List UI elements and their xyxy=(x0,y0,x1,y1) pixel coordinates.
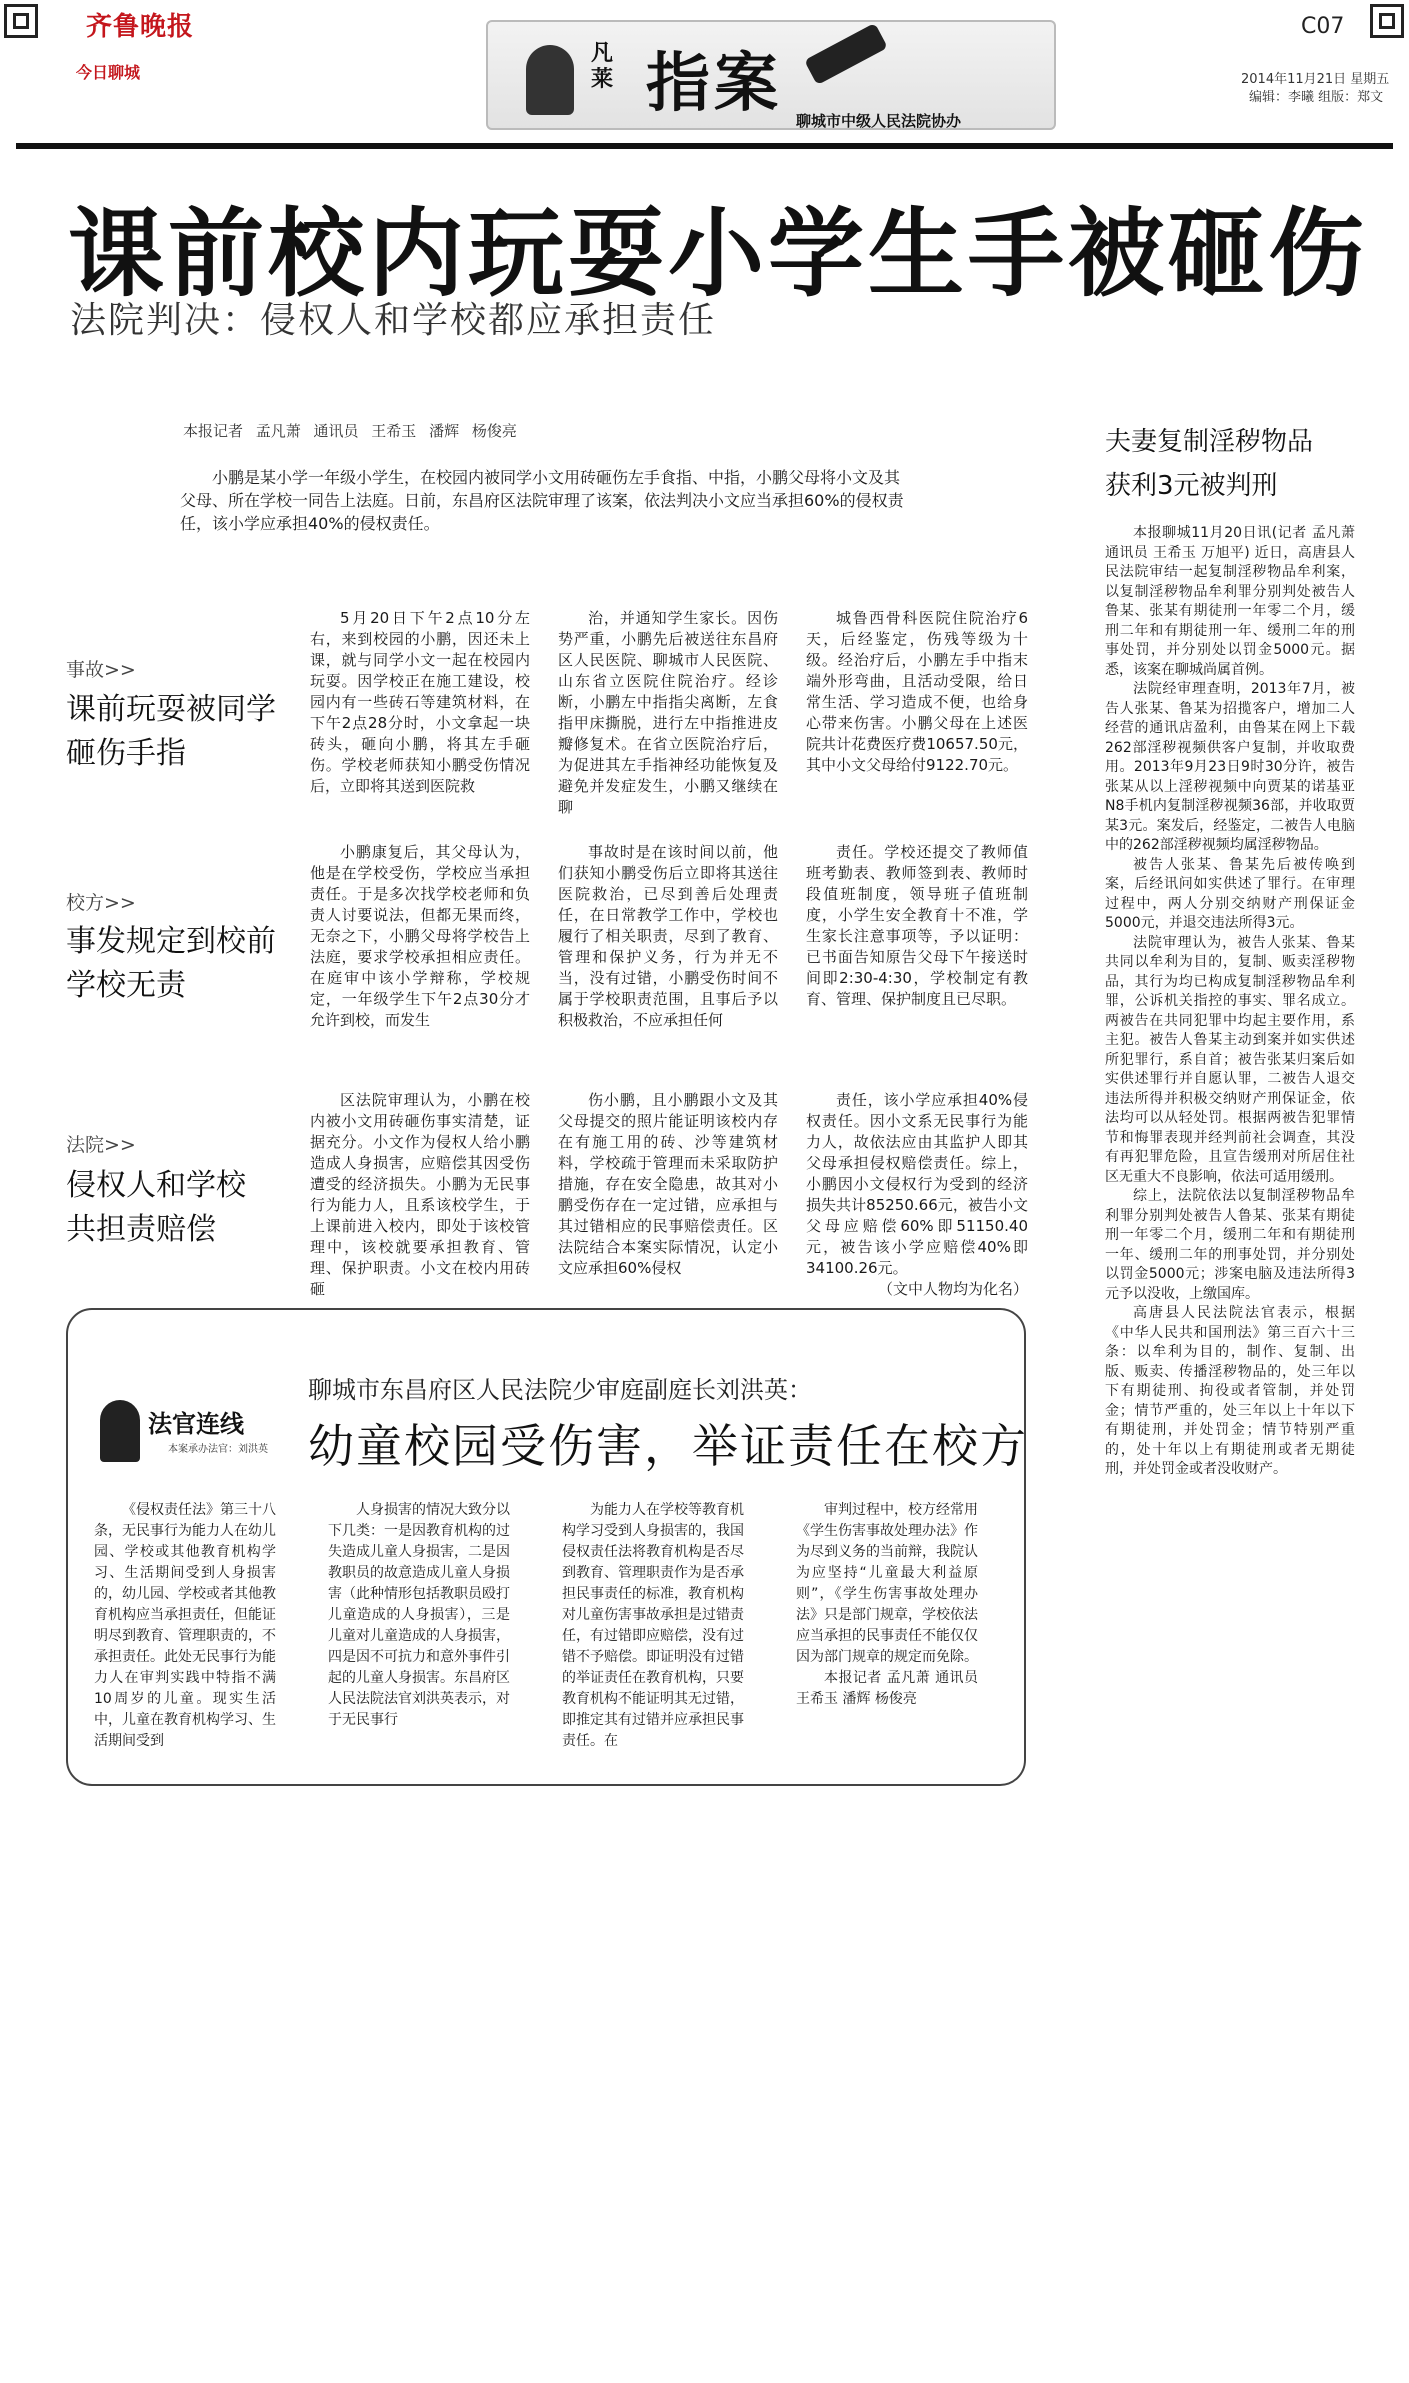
page-title: 课前校内玩耍小学生手被砸伤 xyxy=(68,198,1368,310)
editor-credits: 编辑：李曦 组版：郑文 xyxy=(1249,90,1384,105)
section-accident-col2: 治，并通知学生家长。因伤势严重，小鹏先后被送往东昌府区人民医院、聊城市人民医院、山东省立医院住院治疗。经诊断，小鹏左中指指尖离断，左食指甲床撕脱，进行左中指推进皮瓣修复术。在省立医院治疗后，为促进其左手指神经功能恢复及避免并发症发生，小鹏又继续在聊 xyxy=(558,609,778,816)
subheadline: 法院判决：侵权人和学校都应承担责任 xyxy=(70,300,717,341)
column-prefix: 凡 莱 xyxy=(591,40,614,92)
section-title-court: 侵权人和学校 共担责赔偿 xyxy=(66,1168,246,1247)
section-court-col2: 伤小鹏，且小鹏跟小文及其父母提交的照片能证明该校内存在有施工用的砖、沙等建筑材料，学校疏于管理而未采取防护措施，存在安全隐患，故其对小鹏受伤存在一定过错，应承担与其过错相应的民事赔偿责任。区法院结合本案实际情况，认定小文应承担60%侵权 xyxy=(558,1091,778,1277)
judge-box-logo-sub: 本案承办法官：刘洪英 xyxy=(168,1444,268,1455)
section-title-accident: 课前玩耍被同学 砸伤手指 xyxy=(66,692,276,771)
section-court-col1: 区法院审理认为，小鹏在校内被小文用砖砸伤事实清楚，证据充分。小文作为侵权人给小鹏造成人身损害，应赔偿其因受伤遭受的经济损失。小鹏为无民事行为能力人，且系该校学生，于上课前进入校内，即处于该校管理中，该校就要承担教育、管理、保护职责。小文在校内用砖砸 xyxy=(310,1091,530,1298)
column-name: 指案 xyxy=(646,46,782,121)
judge-box-col2: 人身损害的情况大致分以下几类：一是因教育机构的过失造成儿童人身损害，二是因教职员的故意造成儿童人身损害（此种情形包括教职员殴打儿童造成的人身损害），三是儿童对儿童造成的人身损害，四是因不可抗力和意外事件引起的儿童人身损害。东昌府区人民法院法官刘洪英表示，对于无民事行 xyxy=(328,1502,510,1728)
judge-portrait-icon xyxy=(100,1400,140,1462)
section-accident-col3: 城鲁西骨科医院住院治疗6天，后经鉴定，伤残等级为十级。经治疗后，小鹏左手中指末端外形弯曲，且活动受限，给日常生活、学习造成不便，也给身心带来伤害。小鹏父母在上述医院共计花费医疗费10657.50元，其中小文父母给付9122.70元。 xyxy=(806,609,1028,774)
section-court-col3: 责任，该小学应承担40%侵权责任。因小文系无民事行为能力人，故依法应由其监护人即其父母承担侵权赔偿责任。综上，小鹏因小文侵权行为受到的经济损失共计85250.66元，被告小文父母应赔偿60%即51150.40元，被告该小学应赔偿40%即34100.26元。 （文中人物均为化名） xyxy=(806,1091,1028,1298)
masthead-logo: 齐鲁晚报 xyxy=(86,12,195,42)
judge-box-col4: 审判过程中，校方经常用《学生伤害事故处理办法》作为尽到义务的当前辩，我院认为应坚持“儿童最大利益原则”，《学生伤害事故处理办法》只是部门规章，学校依法应当承担的民事责任不能仅仅因为部门规章的规定而免除。 本报记者 孟凡萧 通讯员 王希玉 潘辉 杨俊亮 xyxy=(796,1500,978,1710)
section-label-school: 校方>> xyxy=(66,892,136,914)
section-label: 今日聊城 xyxy=(76,63,141,82)
byline: 本报记者 孟凡萧 通讯员 王希玉 潘辉 杨俊亮 xyxy=(183,422,517,440)
page-number: C07 xyxy=(1301,14,1345,39)
judge-box-title: 幼童校园受伤害，举证责任在校方 xyxy=(308,1419,1028,1473)
page-header xyxy=(16,0,1393,149)
judge-box-credit: 本报记者 孟凡萧 通讯员 王希玉 潘辉 杨俊亮 xyxy=(796,1670,978,1707)
sidebar-article: 本报聊城11月20日讯(记者 孟凡萧 通讯员 王希玉 万旭平) 近日，高唐县人民法院审结一起复制淫秽物品牟利案，以复制淫秽物品牟利罪分别判处被告人鲁某、张某有期徒刑一年零二个月，缓刑二年和有期徒刑一年、缓刑二年的刑事处罚，并分别处以罚金5000元。据悉，该案在聊城尚属首例。 法院经审理查明，2013年7月，被告人张某、鲁某为招揽客户，增加二人经营的通讯店盈利，由鲁某在网上下载262部淫秽视频供客户复制，并收取费用。2013年9月23日9时30分许，被告张某从以上淫秽视频中向贾某的诺基亚N8手机内复制淫秽视频36部，并收取贾某3元。案发后，经鉴定，二被告人电脑中的262部淫秽视频均属淫秽物品。 被告人张某、鲁某先后被传唤到案，后经讯问如实供述了罪行。在审理过程中，两人分别交纳财产刑保证金5000元，并退交违法所得3元。 法院审理认为，被告人张某、鲁某共同以牟利为目的，复制、贩卖淫秽物品，其行为均已构成复制淫秽物品牟利罪，公诉机关指控的事实、罪名成立。两被告在共同犯罪中均起主要作用，系主犯。被告人鲁某主动到案并如实供述所犯罪行，系自首；被告张某归案后如实供述罪行并自愿认罪，二被告人退交违法所得并积极交纳财产刑保证金，依法均可以从轻处罚。根据两被告犯罪情节和悔罪表现并经判前社会调查，其没有再犯罪危险，且宣告缓刑对所居住社区无重大不良影响，依法可适用缓刑。 综上，法院依法以复制淫秽物品牟利罪分别判处被告人鲁某、张某有期徒刑一年零二个月，缓刑二年和有期徒刑一年、缓刑二年的刑事处罚，并分别处以罚金5000元；涉案电脑及违法所得3元予以没收，上缴国库。 高唐县人民法院法官表示，根据《中华人民共和国刑法》第三百六十三条：以牟利为目的，制作、复制、出版、贩卖、传播淫秽物品的，处三年以下有期徒刑、拘役或者管制，并处罚金；情节严重的，处三年以上十年以下有期徒刑，并处罚金；情节特别严重的，处十年以上有期徒刑或者无期徒刑，并处罚金或者没收财产。 xyxy=(1105,525,1355,1477)
section-school-col1: 小鹏康复后，其父母认为，他是在学校受伤，学校应当承担责任。于是多次找学校老师和负责人讨要说法，但都无果而终，无奈之下，小鹏父母将学校告上法庭，要求学校承担相应责任。在庭审中该小学辩称，学校规定，一年级学生下午2点30分才允许到校，而发生 xyxy=(310,843,530,1029)
section-school-col3: 责任。学校还提交了教师值班考勤表、教师签到表、教师时段值班制度，领导班子值班制度，小学生安全教育十不准，学生家长注意事项等，予以证明：已书面告知原告父母下午接送时间即2:30-4:30，学校制定有教育、管理、保护制度且已尽职。 xyxy=(806,843,1028,1008)
judge-box-col3: 为能力人在学校等教育机构学习受到人身损害的，我国侵权责任法将教育机构是否尽到教育、管理职责作为是否承担民事责任的标准，教育机构对儿童伤害事故承担是过错责任，有过错即应赔偿，没有过错不予赔偿。即证明没有过错的举证责任在教育机构，只要教育机构不能证明其无过错，即推定其有过错并应承担民事责任。在 xyxy=(562,1502,744,1749)
section-accident-col1: 5月20日下午2点10分左右，来到校园的小鹏，因还未上课，就与同学小文一起在校园内玩耍。因学校正在施工建设，校园内有一些砖石等建筑材料，在下午2点28分时，小文拿起一块砖头，砸向小鹏，将其左手砸伤。学校老师获知小鹏受伤情况后，立即将其送到医院救 xyxy=(310,609,530,795)
judge-box-col1: 《侵权责任法》第三十八条，无民事行为能力人在幼儿园、学校或其他教育机构学习、生活期间受到人身损害的，幼儿园、学校或者其他教育机构应当承担责任，但能证明尽到教育、管理职责的，不承担责任。此处无民事行为能力人在审判实践中特指不满10周岁的儿童。现实生活中，儿童在教育机构学习、生活期间受到 xyxy=(94,1502,276,1749)
section-label-accident: 事故>> xyxy=(66,659,136,681)
section-title-school: 事发规定到校前 学校无责 xyxy=(66,924,276,1003)
author-note: （文中人物均为化名） xyxy=(877,1280,1028,1298)
judge-box-logo: 法官连线 xyxy=(148,1410,244,1438)
issue-date: 2014年11月21日 星期五 xyxy=(1241,72,1390,87)
judge-cartoon-icon xyxy=(526,45,574,115)
lede-paragraph: 小鹏是某小学一年级小学生，在校园内被同学小文用砖砸伤左手食指、中指，小鹏父母将小文及其父母、所在学校一同告上法庭。日前，东昌府区法院审理了该案，依法判决小文应当承担60%的侵权责任，该小学应承担40%的侵权责任。 xyxy=(180,468,904,533)
judge-box-speaker: 聊城市东昌府区人民法院少审庭副庭长刘洪英： xyxy=(308,1376,812,1404)
co-organizer: 聊城市中级人民法院协办 xyxy=(796,112,962,130)
section-school-col2: 事故时是在该时间以前，他们获知小鹏受伤后立即将其送往医院救治，已尽到善后处理责任，在日常教学工作中，学校也履行了相关职责，尽到了教育、管理和保护义务，行为并无不当，没有过错，小鹏受伤时间不属于学校职责范围，且事后予以积极救治，不应承担任何 xyxy=(558,843,778,1029)
section-label-court: 法院>> xyxy=(66,1134,136,1156)
sidebar-title: 夫妻复制淫秽物品 获利3元被判刑 xyxy=(1105,427,1314,501)
